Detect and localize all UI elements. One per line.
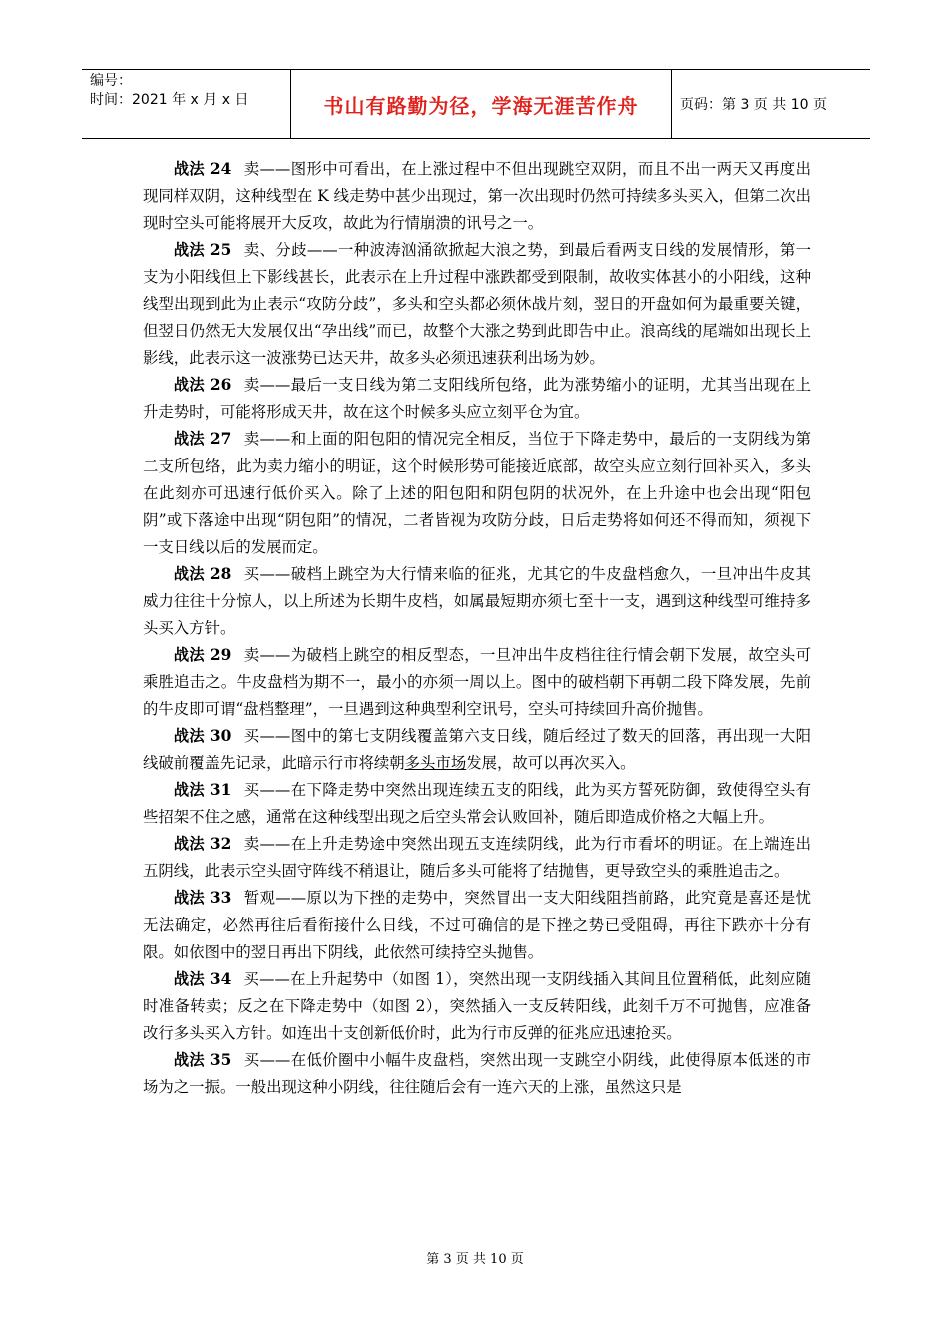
paragraph-31	[143, 777, 811, 831]
tactic-label: 战法 25	[173, 241, 232, 259]
paragraph-text: 卖——为破档上跳空的相反型态，一旦冲出牛皮档往往行情会朝下发展，故空头可乘胜追击之。牛皮盘档为期不一，最小的亦须一周以上。图中的破档朝下再朝二段下降发展，先前的牛皮即可谓“盘档整理”，一旦遇到这种典型利空讯号，空头可持续回升高价抛售。	[143, 646, 811, 718]
document-body	[143, 156, 811, 1101]
paragraph-24	[143, 156, 811, 237]
paragraph-text: 卖——在上升走势途中突然出现五支连续阴线，此为行市看坏的明证。在上端连出五阴线，此表示空头固守阵线不稍退让，随后多头可能将了结抛售，更导致空头的乘胜追击之。	[143, 835, 811, 880]
header-motto: 书山有路勤为径，学海无涯苦作舟	[291, 70, 672, 138]
paragraph-text: 卖、分歧——一种波涛汹涌欲掀起大浪之势，到最后看两支日线的发展情形，第一支为小阳线但上下影线甚长，此表示在上升过程中涨跌都受到限制，故收实体甚小的小阳线，这种线型出现到此为止表示“攻防分歧”，多头和空头都必须休战片刻，翌日的开盘如何为最重要关键，但翌日仍然无大发展仅出“孕出线”而已，故整个大涨之势到此即告中止。浪高线的尾端如出现长上影线，此表示这一波涨势已达天井，故多头必须迅速获利出场为妙。	[143, 241, 811, 367]
paragraph-text: 买——在上升起势中（如图 1），突然出现一支阴线插入其间且位置稍低，此刻应随时准备转卖；反之在下降走势中（如图 2），突然插入一支反转阳线，此刻千万不可抛售，应准备改行多头买入方针。如连出十支创新低价时，此为行市反弹的征兆应迅速抢买。	[143, 970, 811, 1042]
tactic-label: 战法 29	[173, 646, 232, 664]
paragraph-27	[143, 426, 811, 561]
header-page-info: 页码：第 3 页 共 10 页	[680, 97, 827, 113]
paragraph-28	[143, 561, 811, 642]
tactic-label: 战法 32	[173, 835, 232, 853]
paragraph-29	[143, 642, 811, 723]
paragraph-text: 卖——最后一支日线为第二支阳线所包络，此为涨势缩小的证明，尤其当出现在上升走势时，可能将形成天井，故在这个时候多头应立刻平仓为宜。	[143, 376, 811, 421]
paragraph-text: 买——破档上跳空为大行情来临的征兆，尤其它的牛皮盘档愈久，一旦冲出牛皮其威力往往十分惊人，以上所述为长期牛皮档，如属最短期亦须七至十一支，遇到这种线型可维持多头买入方针。	[143, 565, 811, 637]
tactic-label: 战法 28	[173, 565, 232, 583]
tactic-label: 战法 31	[173, 781, 232, 799]
paragraph-33	[143, 885, 811, 966]
document-date: 时间：2021 年 x 月 x 日	[90, 92, 249, 108]
tactic-label: 战法 33	[173, 889, 232, 907]
paragraph-34	[143, 966, 811, 1047]
header-meta	[82, 70, 291, 138]
tactic-label: 战法 26	[173, 376, 232, 394]
paragraph-30	[143, 723, 811, 777]
tactic-label: 战法 27	[173, 430, 232, 448]
tactic-label: 战法 24	[173, 160, 232, 178]
paragraph-text-end: 发展，故可以再次买入。	[466, 754, 636, 772]
paragraph-25	[143, 237, 811, 372]
paragraph-32	[143, 831, 811, 885]
paragraph-text: 买——图中的第七支阴线覆盖第六支日线，随后经过了数天的回落，再出现一大阳线破前覆盖先记录，此暗示行市将续朝	[143, 727, 811, 772]
bull-market-link[interactable]: 多头市场	[404, 754, 467, 772]
paragraph-text: 买——在下降走势中突然出现连续五支的阳线，此为买方誓死防御，致使得空头有些招架不住之感，通常在这种线型出现之后空头常会认败回补，随后即造成价格之大幅上升。	[143, 781, 811, 826]
paragraph-26	[143, 372, 811, 426]
tactic-label: 战法 35	[173, 1051, 232, 1069]
tactic-label: 战法 34	[173, 970, 232, 988]
paragraph-35	[143, 1047, 811, 1101]
document-number-label: 编号：	[90, 73, 132, 89]
paragraph-text: 暂观——原以为下挫的走势中，突然冒出一支大阳线阻挡前路，此究竟是喜还是忧无法确定，必然再往后看衔接什么日线，不过可确信的是下挫之势已受阻碍，再往下跌亦十分有限。如依图中的翌日再出下阴线，此依然可续持空头抛售。	[143, 889, 811, 961]
page-header	[82, 69, 870, 139]
paragraph-text: 买——在低价圈中小幅牛皮盘档，突然出现一支跳空小阴线，此使得原本低迷的市场为之一振。一般出现这种小阴线，往往随后会有一连六天的上涨，虽然这只是	[143, 1051, 811, 1096]
paragraph-text: 卖——图形中可看出，在上涨过程中不但出现跳空双阴，而且不出一两天又再度出现同样双阴，这种线型在 K 线走势中甚少出现过，第一次出现时仍然可持续多头买入，但第二次出现时空头可能将展开大反攻，故此为行情崩溃的讯号之一。	[143, 160, 811, 232]
page-footer: 第 3 页 共 10 页	[426, 1252, 524, 1267]
paragraph-text: 卖——和上面的阳包阳的情况完全相反，当位于下降走势中，最后的一支阴线为第二支所包络，此为卖力缩小的明证，这个时候形势可能接近底部，故空头应立刻行回补买入，多头在此刻亦可迅速行低价买入。除了上述的阳包阳和阴包阴的状况外，在上升途中也会出现“阳包阴”或下落途中出现“阴包阳”的情况，二者皆视为攻防分歧，日后走势将如何还不得而知，须视下一支日线以后的发展而定。	[143, 430, 811, 556]
tactic-label: 战法 30	[173, 727, 232, 745]
